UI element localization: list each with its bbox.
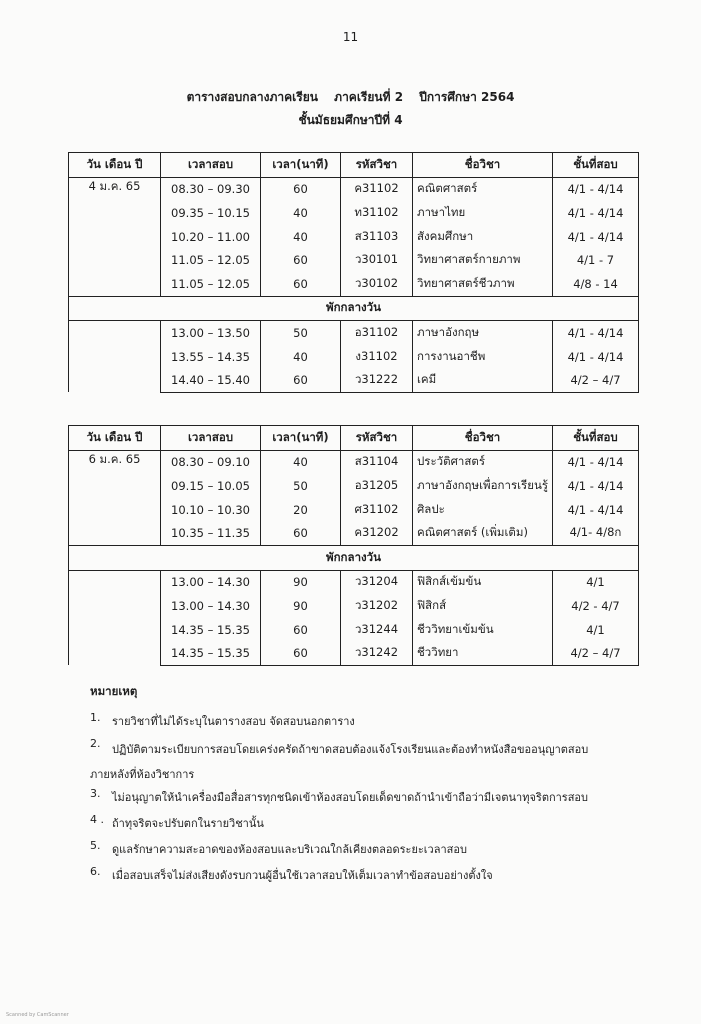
header-date: วัน เดือน ปี <box>69 426 161 451</box>
exam-minutes: 50 <box>261 474 341 498</box>
subject-code: อ31102 <box>341 321 413 345</box>
exam-time: 09.35 – 10.15 <box>161 201 261 225</box>
empty-date-cell <box>69 321 161 393</box>
exam-time: 13.00 – 14.30 <box>161 570 261 594</box>
table-row <box>69 450 639 474</box>
header-time: เวลาสอบ <box>161 153 261 178</box>
scanner-watermark: Scanned by CamScanner <box>6 1012 69 1018</box>
exam-class: 4/1 - 4/14 <box>553 498 639 522</box>
subject-code: ค31202 <box>341 521 413 545</box>
exam-minutes: 60 <box>261 368 341 392</box>
header-code: รหัสวิชา <box>341 426 413 451</box>
subject-name: ประวัติศาสตร์ <box>413 450 553 474</box>
note-number: 1. <box>90 711 101 724</box>
exam-time: 10.20 – 11.00 <box>161 225 261 249</box>
header-subject: ชื่อวิชา <box>413 426 553 451</box>
exam-class: 4/1 <box>553 618 639 642</box>
subject-code: ส31103 <box>341 225 413 249</box>
exam-minutes: 50 <box>261 321 341 345</box>
exam-schedule-table-day2 <box>68 425 639 666</box>
note-number: 2. <box>90 737 101 750</box>
exam-class: 4/1 <box>553 570 639 594</box>
note-number: 3. <box>90 787 101 800</box>
note-item <box>90 787 650 813</box>
exam-class: 4/1 - 4/14 <box>553 474 639 498</box>
note-number: 4 . <box>90 813 104 826</box>
subject-code: ว31202 <box>341 594 413 618</box>
exam-schedule-table-day1 <box>68 152 639 393</box>
subject-name: ฟิสิกส์เข้มข้น <box>413 570 553 594</box>
exam-minutes: 90 <box>261 594 341 618</box>
exam-minutes: 60 <box>261 641 341 665</box>
exam-class: 4/1 - 4/14 <box>553 321 639 345</box>
exam-date: 4 ม.ค. 65 <box>69 177 161 296</box>
note-item <box>90 813 650 839</box>
exam-minutes: 40 <box>261 345 341 369</box>
lunch-break-row <box>69 545 639 570</box>
table-row <box>69 321 639 345</box>
note-text-continued: ภายหลังที่ห้องวิชาการ <box>90 768 195 781</box>
exam-class: 4/1- 4/8ก <box>553 521 639 545</box>
table-row <box>69 570 639 594</box>
subject-code: ว31244 <box>341 618 413 642</box>
exam-class: 4/1 - 4/14 <box>553 177 639 201</box>
note-number: 6. <box>90 865 101 878</box>
header-subject: ชื่อวิชา <box>413 153 553 178</box>
note-item <box>90 839 650 865</box>
note-item <box>90 711 650 737</box>
header-code: รหัสวิชา <box>341 153 413 178</box>
exam-minutes: 60 <box>261 177 341 201</box>
exam-time: 08.30 – 09.10 <box>161 450 261 474</box>
subject-code: ค31102 <box>341 177 413 201</box>
document-title <box>0 88 701 107</box>
exam-time: 11.05 – 12.05 <box>161 272 261 296</box>
document-subtitle: ชั้นมัธยมศึกษาปีที่ 4 <box>298 113 403 127</box>
exam-minutes: 40 <box>261 225 341 249</box>
subject-code: ว30101 <box>341 248 413 272</box>
exam-minutes: 60 <box>261 618 341 642</box>
exam-minutes: 20 <box>261 498 341 522</box>
header-minutes: เวลา(นาที) <box>261 426 341 451</box>
empty-date-cell <box>69 570 161 665</box>
note-text: ปฏิบัติตามระเบียบการสอบโดยเคร่งครัดถ้าขาดสอบต้องแจ้งโรงเรียนและต้องทำหนังสือขออนุญาตสอบ <box>112 743 589 756</box>
subject-name: ชีววิทยาเข้มข้น <box>413 618 553 642</box>
exam-class: 4/2 - 4/7 <box>553 594 639 618</box>
subject-name: ฟิสิกส์ <box>413 594 553 618</box>
subject-code: ง31102 <box>341 345 413 369</box>
title-year: ปีการศึกษา 2564 <box>419 90 515 104</box>
note-number: 5. <box>90 839 101 852</box>
subject-name: ภาษาอังกฤษเพื่อการเรียนรู้ <box>413 474 553 498</box>
header-class: ชั้นที่สอบ <box>553 153 639 178</box>
exam-time: 11.05 – 12.05 <box>161 248 261 272</box>
subject-code: ท31102 <box>341 201 413 225</box>
header-class: ชั้นที่สอบ <box>553 426 639 451</box>
exam-date: 6 ม.ค. 65 <box>69 450 161 545</box>
note-text: ถ้าทุจริตจะปรับตกในรายวิชานั้น <box>112 817 264 830</box>
subject-name: วิทยาศาสตร์กายภาพ <box>413 248 553 272</box>
header-date: วัน เดือน ปี <box>69 153 161 178</box>
exam-time: 10.10 – 10.30 <box>161 498 261 522</box>
subject-name: เคมี <box>413 368 553 392</box>
title-exam-type: ตารางสอบกลางภาคเรียน <box>186 90 318 104</box>
exam-time: 13.00 – 13.50 <box>161 321 261 345</box>
subject-name: การงานอาชีพ <box>413 345 553 369</box>
exam-time: 13.00 – 14.30 <box>161 594 261 618</box>
exam-minutes: 40 <box>261 450 341 474</box>
note-item <box>90 865 650 891</box>
exam-minutes: 60 <box>261 248 341 272</box>
subject-code: ว30102 <box>341 272 413 296</box>
exam-time: 14.40 – 15.40 <box>161 368 261 392</box>
subject-name: ภาษาอังกฤษ <box>413 321 553 345</box>
subject-name: ชีววิทยา <box>413 641 553 665</box>
exam-class: 4/1 - 7 <box>553 248 639 272</box>
exam-class: 4/2 – 4/7 <box>553 368 639 392</box>
exam-time: 08.30 – 09.30 <box>161 177 261 201</box>
exam-time: 14.35 – 15.35 <box>161 641 261 665</box>
table-row <box>69 177 639 201</box>
lunch-break-label: พักกลางวัน <box>69 545 639 570</box>
exam-minutes: 40 <box>261 201 341 225</box>
table-header-row <box>69 153 639 178</box>
subject-code: ว31242 <box>341 641 413 665</box>
header-time: เวลาสอบ <box>161 426 261 451</box>
exam-time: 13.55 – 14.35 <box>161 345 261 369</box>
note-text: เมื่อสอบเสร็จไม่ส่งเสียงดังรบกวนผู้อื่นใช้เวลาสอบให้เต็มเวลาทำข้อสอบอย่างตั้งใจ <box>112 869 493 882</box>
exam-minutes: 60 <box>261 272 341 296</box>
exam-class: 4/8 - 14 <box>553 272 639 296</box>
notes-title: หมายเหตุ <box>90 684 138 698</box>
header-minutes: เวลา(นาที) <box>261 153 341 178</box>
exam-class: 4/2 – 4/7 <box>553 641 639 665</box>
exam-class: 4/1 - 4/14 <box>553 450 639 474</box>
subject-name: วิทยาศาสตร์ชีวภาพ <box>413 272 553 296</box>
exam-class: 4/1 - 4/14 <box>553 225 639 249</box>
note-text: รายวิชาที่ไม่ได้ระบุในตารางสอบ จัดสอบนอกตาราง <box>112 715 355 728</box>
exam-class: 4/1 - 4/14 <box>553 345 639 369</box>
subject-name: คณิตศาสตร์ (เพิ่มเติม) <box>413 521 553 545</box>
exam-class: 4/1 - 4/14 <box>553 201 639 225</box>
subject-code: ว31204 <box>341 570 413 594</box>
subject-code: ว31222 <box>341 368 413 392</box>
exam-time: 10.35 – 11.35 <box>161 521 261 545</box>
exam-minutes: 60 <box>261 521 341 545</box>
notes-section <box>90 683 650 891</box>
note-text: ดูแลรักษาความสะอาดของห้องสอบและบริเวณใกล้เคียงตลอดระยะเวลาสอบ <box>112 843 467 856</box>
subject-name: คณิตศาสตร์ <box>413 177 553 201</box>
subject-code: อ31205 <box>341 474 413 498</box>
subject-name: ภาษาไทย <box>413 201 553 225</box>
lunch-break-row <box>69 296 639 321</box>
title-semester: ภาคเรียนที่ 2 <box>334 90 404 104</box>
subject-code: ส31104 <box>341 450 413 474</box>
page-number: 11 <box>342 30 359 44</box>
subject-name: ศิลปะ <box>413 498 553 522</box>
exam-time: 14.35 – 15.35 <box>161 618 261 642</box>
exam-minutes: 90 <box>261 570 341 594</box>
subject-code: ศ31102 <box>341 498 413 522</box>
lunch-break-label: พักกลางวัน <box>69 296 639 321</box>
exam-time: 09.15 – 10.05 <box>161 474 261 498</box>
table-header-row <box>69 426 639 451</box>
note-text-block <box>90 737 650 787</box>
subject-name: สังคมศึกษา <box>413 225 553 249</box>
note-text: ไม่อนุญาตให้นำเครื่องมือสื่อสารทุกชนิดเข้าห้องสอบโดยเด็ดขาดถ้านำเข้าถือว่ามีเจตนาทุจริตการสอบ <box>112 791 589 804</box>
note-item <box>90 737 650 787</box>
